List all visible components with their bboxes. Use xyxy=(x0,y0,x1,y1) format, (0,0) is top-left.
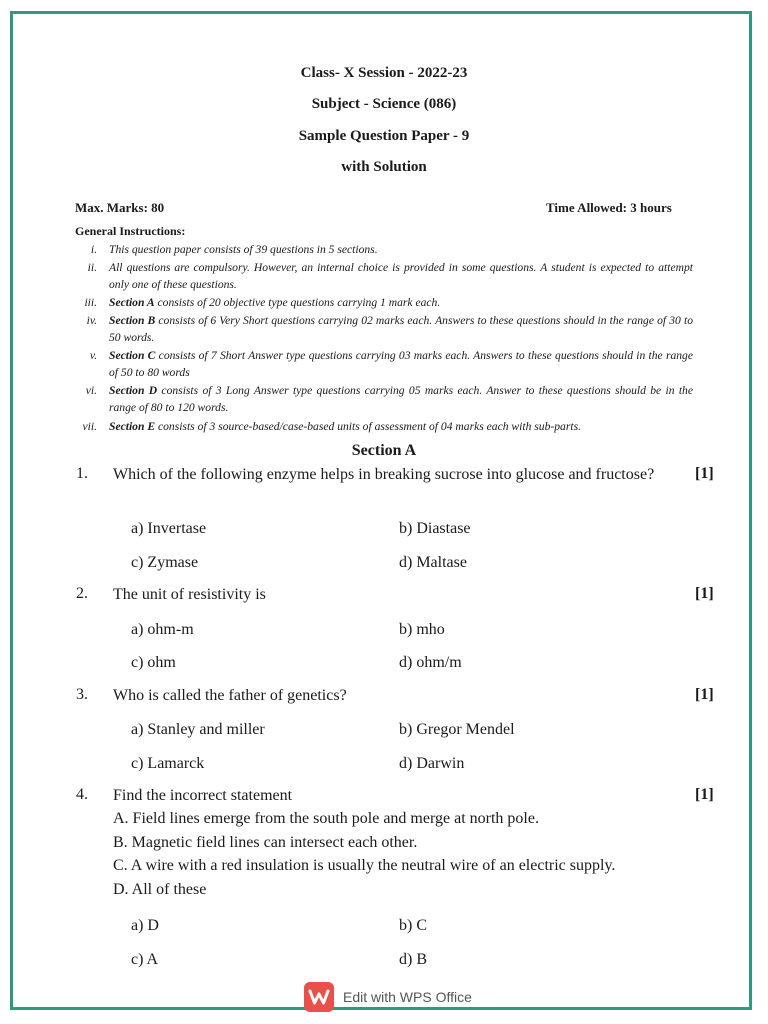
paper-title: Sample Question Paper - 9 xyxy=(298,128,470,144)
question-text: Find the incorrect statement xyxy=(113,787,293,804)
instruction-section-label: Section B xyxy=(109,314,156,327)
option-c: c) A xyxy=(131,951,159,968)
option-d: d) B xyxy=(399,951,427,968)
instruction-section-label: Section A xyxy=(109,296,155,309)
instruction-text: consists of 7 Short Answer type questions carrying 03 marks each. Answers to these questions should in the range of 50 to 80 words xyxy=(109,349,693,379)
instruction-text: All questions are compulsory. However, an internal choice is provided in some questions. A student is expected to attempt only one of these questions. xyxy=(109,261,693,291)
time-allowed: Time Allowed: 3 hours xyxy=(546,200,672,215)
question-marks: [1] xyxy=(695,786,714,803)
option-c: c) Lamarck xyxy=(131,755,205,772)
instructions-title: General Instructions: xyxy=(75,224,186,238)
instruction-number: iii. xyxy=(84,296,97,309)
option-d: d) ohm/m xyxy=(399,654,462,671)
statement-a: A. Field lines emerge from the south pole and merge at north pole. xyxy=(113,810,539,827)
wps-edit-label: Edit with WPS Office xyxy=(343,989,472,1005)
statement-b: B. Magnetic field lines can intersect each other. xyxy=(113,834,418,851)
question-marks: [1] xyxy=(695,585,714,602)
option-c: c) Zymase xyxy=(131,554,199,571)
question-text: The unit of resistivity is xyxy=(113,586,266,603)
question-marks: [1] xyxy=(695,465,714,482)
wps-watermark[interactable] xyxy=(304,982,472,1012)
option-d: d) Maltase xyxy=(399,554,467,571)
question-number: 3. xyxy=(76,686,88,703)
instruction-text: This question paper consists of 39 questions in 5 sections. xyxy=(109,243,378,256)
instruction-section-label: Section D xyxy=(109,384,158,397)
option-a: a) ohm-m xyxy=(131,621,194,638)
question-text: Which of the following enzyme helps in breaking sucrose into glucose and fructose? xyxy=(113,466,655,483)
instruction-number: v. xyxy=(89,349,97,362)
class-session-heading: Class- X Session - 2022-23 xyxy=(300,65,468,81)
section-heading: Section A xyxy=(351,442,417,459)
question-marks: [1] xyxy=(695,686,714,703)
question-number: 1. xyxy=(76,465,88,482)
question-text: Who is called the father of genetics? xyxy=(113,687,347,704)
option-b: b) C xyxy=(399,917,427,934)
option-b: b) Gregor Mendel xyxy=(399,721,515,738)
instruction-text: consists of 6 Very Short questions carrying 02 marks each. Answers to these questions should in the range of 30 to 50 words. xyxy=(109,314,693,344)
instruction-section-label: Section C xyxy=(109,349,156,362)
subject-heading: Subject - Science (086) xyxy=(311,96,457,112)
instruction-text: consists of 3 source-based/case-based units of assessment of 04 marks each with sub-parts. xyxy=(155,420,581,433)
max-marks: Max. Marks: 80 xyxy=(75,200,165,215)
instruction-number: vi. xyxy=(85,384,97,397)
option-a: a) D xyxy=(131,917,159,934)
question-number: 2. xyxy=(76,585,88,602)
question-number: 4. xyxy=(76,786,88,803)
instruction-number: ii. xyxy=(87,261,97,274)
instruction-text: consists of 20 objective type questions carrying 1 mark each. xyxy=(154,296,441,309)
instruction-number: vii. xyxy=(82,420,97,433)
wps-office-logo-icon xyxy=(304,982,334,1012)
option-d: d) Darwin xyxy=(399,755,465,772)
statement-d: D. All of these xyxy=(113,881,207,898)
instruction-text: consists of 3 Long Answer type questions carrying 05 marks each. Answer to these questions should be in the range of 80 to 120 words. xyxy=(109,384,693,414)
statement-c: C. A wire with a red insulation is usually the neutral wire of an electric supply. xyxy=(113,857,616,874)
instruction-number: iv. xyxy=(86,314,97,327)
option-a: a) Stanley and miller xyxy=(131,721,265,738)
instruction-number: i. xyxy=(90,243,97,256)
option-c: c) ohm xyxy=(131,654,176,671)
option-b: b) Diastase xyxy=(399,520,471,537)
option-b: b) mho xyxy=(399,621,445,638)
paper-subtitle: with Solution xyxy=(341,159,427,175)
instruction-section-label: Section E xyxy=(109,420,156,433)
option-a: a) Invertase xyxy=(131,520,207,537)
